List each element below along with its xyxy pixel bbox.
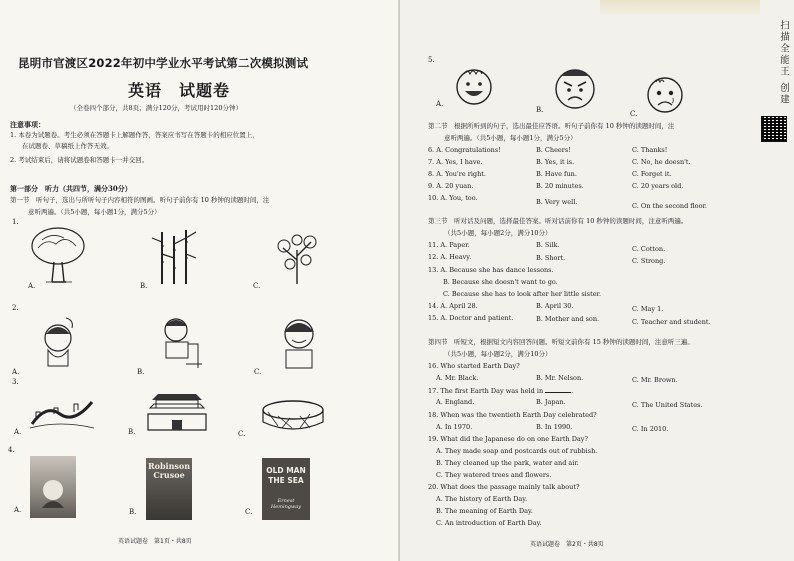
note-line-2: 在试题卷、草稿纸上作答无效。 [22, 142, 113, 150]
section3-instruction-2: （共5小题，每小题2分，满分10分） [444, 229, 552, 237]
q2-option-c: C. [254, 368, 262, 376]
q3-option-c: C. [238, 430, 246, 438]
book-cover-robinson-crusoe [146, 458, 192, 520]
q19-option-a: A. They made soap and postcards out of rubbish. [436, 447, 598, 455]
page-footer-left: 英语试题卷 第1页・共8页 [118, 538, 192, 545]
q19-question: 19. What did the Japanese do on one Earth Day? [428, 435, 588, 443]
note-line-1: 1. 本卷为试题卷。考生必须在答题卡上解题作答，答案应书写在答题卡的相应位置上， [10, 131, 259, 139]
girl-drinking-picture [36, 312, 82, 368]
section2-instruction-2: 意听两遍。（共5小题，每小题1分，满分5分） [444, 134, 577, 142]
q9-option-c: C. 20 years old. [632, 182, 684, 190]
q5-option-b: B. [536, 106, 544, 114]
section2-instruction: 第二节 根据所听到的句子，选出最佳应答语。听句子前你有 10 秒钟的读题时间，注 [428, 122, 675, 130]
question-number-3: 3. [12, 378, 19, 386]
q8-option-c: C. Forget it. [632, 170, 672, 178]
angry-face-picture [552, 66, 598, 110]
q18-option-b: B. In 1990. [536, 423, 573, 431]
q20-option-a: A. The history of Earth Day. [436, 495, 528, 503]
q6-option-a: 6. A. Congratulations! [428, 146, 501, 154]
book-b-title-1: Robinson [147, 461, 191, 471]
q18-option-c: C. In 2010. [632, 425, 669, 433]
q16-option-b: B. Mr. Nelson. [536, 374, 584, 382]
q10-option-b: B. Very well. [536, 198, 578, 206]
q14-option-a: 14. A. April 28. [428, 302, 478, 310]
q18-question: 18. When was the twentieth Earth Day celebrated? [428, 411, 597, 419]
page-edge-strip [600, 0, 760, 14]
q15-option-c: C. Teacher and student. [632, 318, 711, 326]
question-number-5: 5. [428, 56, 435, 64]
bamboo-picture [148, 228, 200, 286]
q12-option-c: C. Strong. [632, 257, 666, 265]
birds-nest-stadium-picture [260, 396, 326, 432]
exam-meta: （全卷四个部分，共8页；满分120分，考试用时120分钟） [70, 104, 242, 112]
qr-code-icon [761, 116, 787, 142]
q11-option-a: 11. A. Paper. [428, 241, 470, 249]
q9-option-a: 9. A. 20 yuan. [428, 182, 474, 190]
scanner-watermark: 扫描全能王 创建 [778, 20, 789, 106]
q6-option-b: B. Cheers! [536, 146, 571, 154]
q7-option-a: 7. A. Yes, I have. [428, 158, 483, 166]
q4-option-a: A. [14, 506, 22, 514]
note-line-3: 2. 考试结束后，请将试题卷和答题卡一并交回。 [10, 156, 149, 164]
q5-option-a: A. [436, 100, 444, 108]
q5-option-c: C. [630, 110, 638, 118]
q13-option-a: 13. A. Because she has dance lessons. [428, 266, 554, 274]
exam-title: 昆明市官渡区2022年初中学业水平考试第二次模拟测试 [18, 56, 309, 70]
section4-instruction-2: （共5小题，每小题2分，满分10分） [444, 350, 552, 358]
happy-face-picture [452, 66, 496, 106]
q2-option-a: A. [12, 368, 20, 376]
q17-question: 17. The first Earth Day was held in . [428, 387, 574, 395]
q19-option-b: B. They cleaned up the park, water and air. [436, 459, 579, 467]
q16-option-a: A. Mr. Black. [436, 374, 479, 382]
q15-option-b: B. Mother and son. [536, 315, 600, 323]
q10-option-c: C. On the second floor. [632, 202, 707, 210]
q2-option-b: B. [137, 368, 145, 376]
q12-option-b: B. Short. [536, 254, 566, 262]
q17-option-b: B. Japan. [536, 398, 566, 406]
q4-option-b: B. [129, 508, 137, 516]
q1-option-b: B. [140, 282, 148, 290]
q11-option-c: C. Cotton. [632, 245, 666, 253]
q7-option-b: B. Yes, it is. [536, 158, 575, 166]
girl-smiling-picture [274, 314, 324, 370]
q3-option-a: A. [14, 428, 22, 436]
section4-instruction: 第四节 听短文，根据短文内容回答问题。听短文前你有 15 秒钟的读题时间，注意听三遍。 [428, 338, 694, 346]
q15-option-a: 15. A. Doctor and patient. [428, 314, 514, 322]
book-c-title-2: THE SEA [268, 476, 304, 485]
q19-option-c: C. They watered trees and flowers. [436, 471, 552, 479]
q17-blank [545, 386, 571, 393]
q8-option-b: B. Have fun. [536, 170, 577, 178]
q1-option-c: C. [253, 282, 261, 290]
q7-option-c: C. No, he doesn't. [632, 158, 691, 166]
exam-subtitle: 英语 试题卷 [128, 81, 231, 100]
q13-option-c: C. Because she has to look after her little sister. [443, 290, 602, 298]
book-c-author: Ernest Hemingway [270, 498, 302, 510]
q14-option-c: C. May 1. [632, 305, 664, 313]
q12-option-a: 12. A. Heavy. [428, 253, 472, 261]
q18-option-a: A. In 1970. [436, 423, 473, 431]
q16-question: 16. Who started Earth Day? [428, 362, 520, 370]
question-number-2: 2. [12, 304, 19, 312]
q20-option-c: C. An introduction of Earth Day. [436, 519, 542, 527]
notes-heading: 注意事项： [10, 120, 45, 129]
q20-option-b: B. The meaning of Earth Day. [436, 507, 533, 515]
section1-instruction: 第一节 听句子，选出与所听句子内容相符的图画。听句子前你有 10 秒钟的读题时间，注 [10, 196, 270, 204]
q16-option-c: C. Mr. Brown. [632, 376, 678, 384]
flower-tree-picture [270, 230, 324, 284]
q17-text: 17. The first Earth Day was held in [428, 387, 544, 395]
q17-option-c: C. The United States. [632, 401, 703, 409]
q13-option-b: B. Because she doesn't want to go. [443, 278, 558, 286]
q4-option-c: C. [245, 508, 253, 516]
q8-option-a: 8. A. You're right. [428, 170, 486, 178]
q9-option-b: B. 20 minutes. [536, 182, 584, 190]
page-footer-right: 英语试题卷 第2页・共8页 [530, 541, 604, 548]
tiananmen-picture [146, 390, 208, 432]
part1-heading: 第一部分 听力（共四节，满分30分） [10, 184, 132, 193]
q20-question: 20. What does the passage mainly talk about? [428, 483, 580, 491]
book-cover-a [30, 456, 76, 518]
q6-option-c: C. Thanks! [632, 146, 668, 154]
question-number-1: 1. [12, 218, 19, 226]
q10-option-a: 10. A. You, too. [428, 194, 478, 202]
section3-instruction: 第三节 听对话及问题，选择最佳答案。听对话前你有 10 秒钟的读题时间，注意听两遍。 [428, 217, 688, 225]
q11-option-b: B. Silk. [536, 241, 560, 249]
q17-option-a: A. England. [436, 398, 475, 406]
section1-instruction-2: 意听两遍。（共5小题，每小题1分，满分5分） [28, 208, 161, 216]
girl-washing-picture [156, 314, 206, 370]
q14-option-b: B. April 30. [536, 302, 574, 310]
great-wall-picture [30, 388, 94, 430]
exam-page-right [400, 0, 794, 561]
book-c-title-1: OLD MAN [266, 466, 306, 475]
sad-face-picture [644, 74, 686, 116]
question-number-4: 4. [8, 446, 15, 454]
book-b-title-2: Crusoe [153, 470, 185, 480]
q1-option-a: A. [28, 282, 36, 290]
tree-picture [28, 226, 88, 284]
book-cover-old-man-sea [262, 458, 310, 520]
q3-option-b: B. [128, 428, 136, 436]
